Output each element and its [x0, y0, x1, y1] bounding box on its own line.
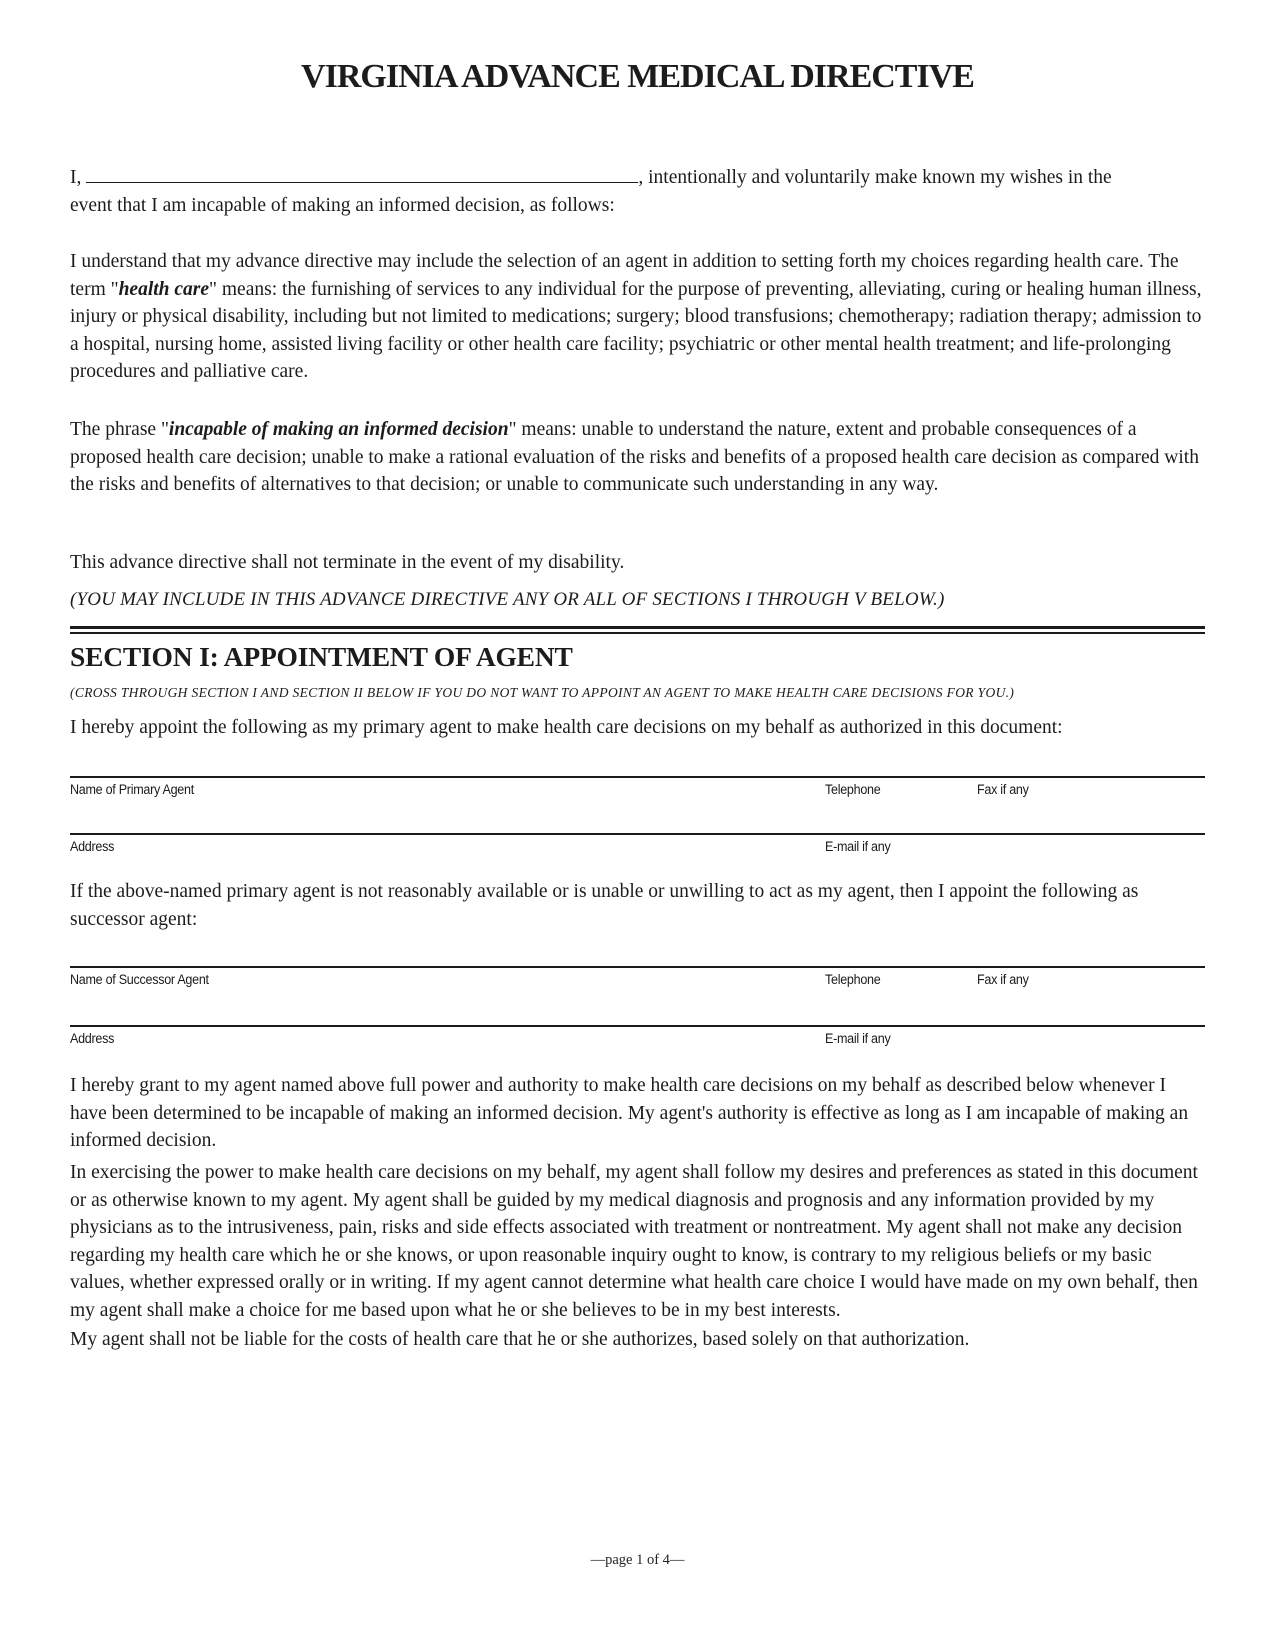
note-sections-included: (YOU MAY INCLUDE IN THIS ADVANCE DIRECTIVE ANY OR ALL OF SECTIONS I THROUGH V BELOW.) — [70, 589, 945, 610]
paragraph-appoint-primary: I hereby appoint the following as my primary agent to make health care decisions on my behalf as authorized in this document: — [70, 717, 1063, 738]
successor-agent-address-row[interactable] — [70, 1025, 1205, 1069]
field-label-email: E-mail if any — [825, 1031, 891, 1046]
declarant-intro — [70, 164, 1205, 219]
field-label-telephone: Telephone — [825, 782, 881, 797]
field-label-successor-agent-name: Name of Successor Agent — [70, 972, 209, 987]
paragraph-exercising-power: In exercising the power to make health care decisions on my behalf, my agent shall follow my desires and preferences as stated in this document or as otherwise known to my agent. My agent shall be guided by my medical diagnosis and prognosis and any information provided by my physicians as to the intrusiveness, pain, risks and side effects associated with treatment or nontreatment. My agent shall not make any decision regarding my health care which he or she knows, or upon reasonable inquiry ought to know, is contrary to my religious beliefs or my basic values, whether expressed orally or in writing. If my agent cannot determine what health care choice I would have made on my own behalf, then my agent shall make a choice for me based upon what he or she believes to be in my best interests. — [70, 1162, 1198, 1321]
paragraph-not-liable: My agent shall not be liable for the costs of health care that he or she authorizes, based solely on that authorization. — [70, 1329, 970, 1350]
text-segment: " means: the furnishing of services to any individual for the purpose of preventing, alleviating, curing or healing human illness, injury or physical disability, including but not limited to medications; surgery; blood transfusions; chemotherapy; radiation therapy; admission to a hospital, nursing home, assisted living facility or other health care facility; psychiatric or other mental health treatment; and life-prolonging procedures and palliative care. — [70, 278, 1202, 382]
declarant-name-blank[interactable] — [86, 168, 638, 183]
text-segment: The phrase " — [70, 419, 169, 440]
field-label-email: E-mail if any — [825, 839, 891, 854]
text-segment: " means: unable to understand the nature, extent and probable consequences of a proposed health care decision; unable to make a rational evaluation of the risks and benefits of a proposed health care decision as compared with the risks and benefits of alternatives to that decision; or unable to communicate such understanding in any way. — [70, 419, 1199, 495]
paragraph-grant-authority: I hereby grant to my agent named above full power and authority to make health care decisions on my behalf as described below whenever I have been determined to be incapable of making an informed decision. My agent's authority is effective as long as I am incapable of making an informed decision. — [70, 1075, 1189, 1151]
paragraph-no-terminate: This advance directive shall not terminate in the event of my disability. — [70, 552, 625, 573]
primary-agent-address-row[interactable] — [70, 833, 1205, 877]
paragraph-successor-intro: If the above-named primary agent is not reasonably available or is unable or unwilling to act as my agent, then I appoint the following as successor agent: — [70, 881, 1139, 930]
section-divider-rule — [70, 626, 1205, 634]
field-label-fax: Fax if any — [977, 972, 1029, 987]
section-1-heading: SECTION I: APPOINTMENT OF AGENT — [70, 641, 573, 672]
term-incapable-phrase: incapable of making an informed decision — [168, 419, 509, 440]
successor-agent-name-row[interactable] — [70, 966, 1205, 1010]
intro-line1-rest: , intentionally and voluntarily make known my wishes in the — [638, 167, 1112, 188]
field-label-primary-agent-name: Name of Primary Agent — [70, 782, 194, 797]
intro-prefix: I, — [70, 167, 82, 188]
field-label-address: Address — [70, 839, 115, 854]
field-label-address: Address — [70, 1031, 115, 1046]
note-cross-through: (CROSS THROUGH SECTION I AND SECTION II BELOW IF YOU DO NOT WANT TO APPOINT AN AGENT TO MAKE HEALTH CARE DECISIONS FOR YOU.) — [70, 685, 1015, 700]
paragraph-incapable-definition — [70, 416, 1205, 499]
page-title: VIRGINIA ADVANCE MEDICAL DIRECTIVE — [301, 58, 974, 95]
page-number-footer: —page 1 of 4— — [590, 1552, 685, 1568]
intro-line2: event that I am incapable of making an informed decision, as follows: — [70, 194, 615, 216]
field-label-fax: Fax if any — [977, 782, 1029, 797]
field-label-telephone: Telephone — [825, 972, 881, 987]
paragraph-health-care-definition — [70, 248, 1205, 386]
primary-agent-name-row[interactable] — [70, 776, 1205, 820]
term-health-care: health care — [118, 278, 210, 300]
text-segment: I understand that my advance directive may include the selection of an agent in addition to setting forth my choices regarding health care. The term " — [70, 251, 1179, 300]
